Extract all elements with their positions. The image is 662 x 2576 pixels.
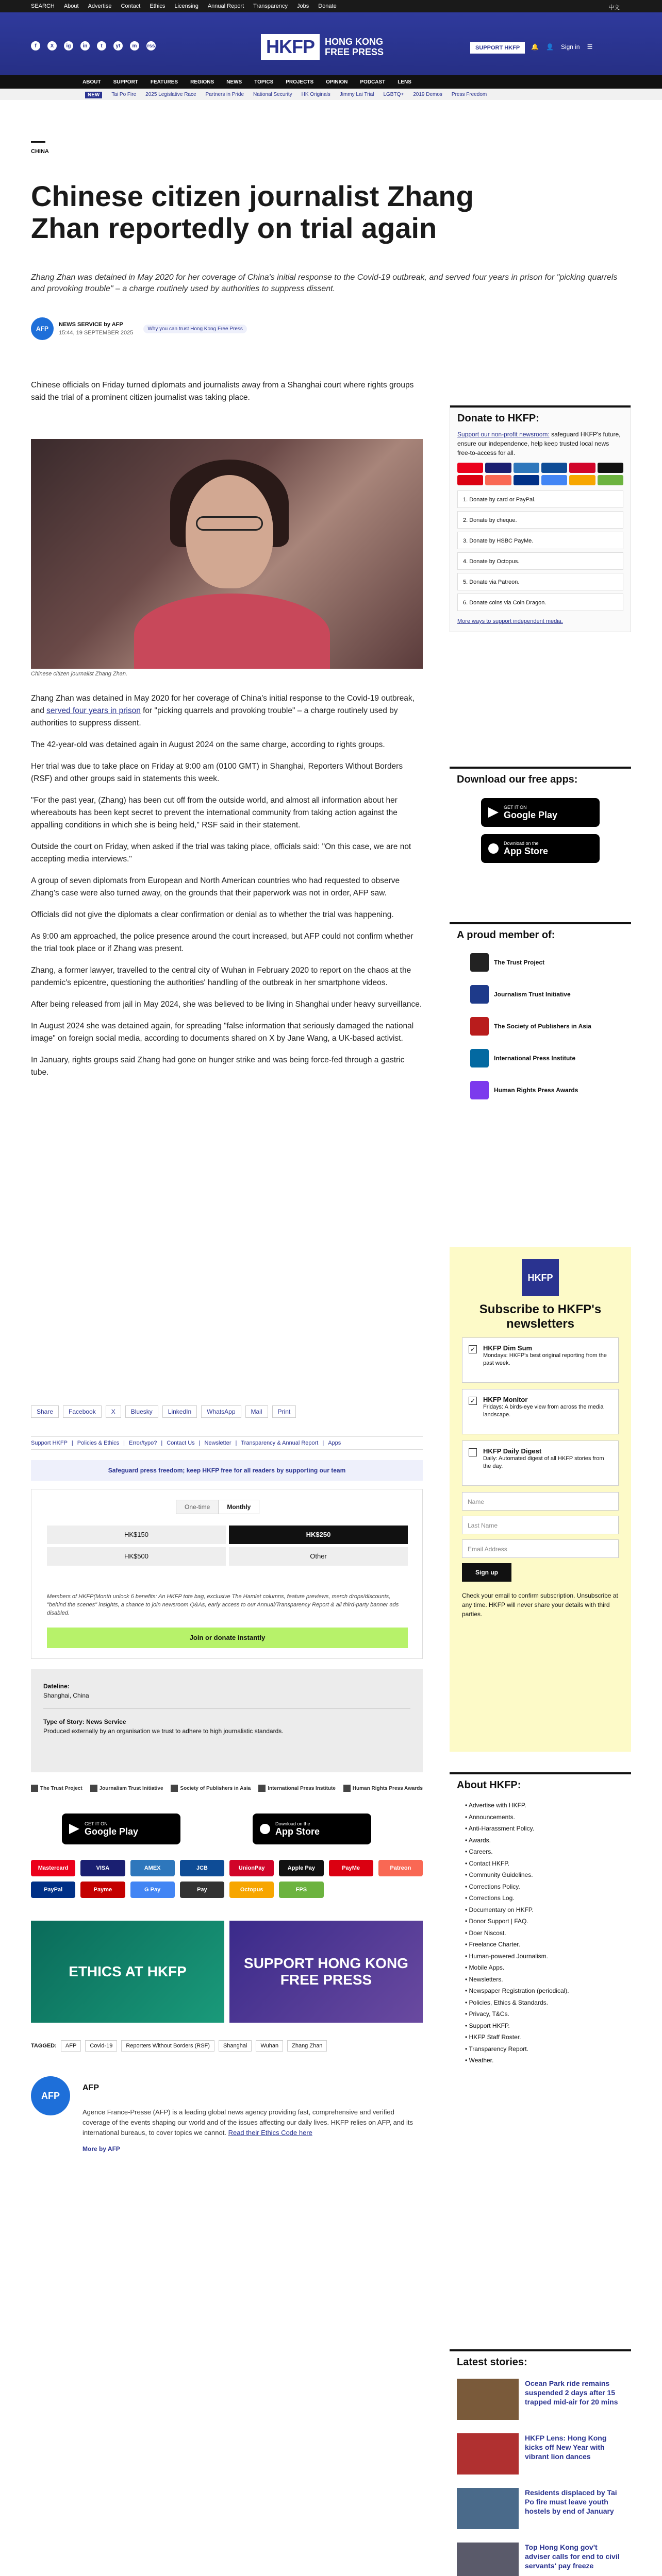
patreon-icon — [485, 475, 511, 485]
utility-link[interactable]: Ethics — [150, 3, 166, 9]
applepay-icon — [598, 463, 623, 473]
sidebar-donate: Donate to HKFP: Support our non-profit newsroom: safeguard HKFP's future, ensure our independence, help keep trusted local news free-to-access for all. 1. Donate by card or PayPal. 2. Donate by cheque. 3. Donate by HSBC PayMe. 4. Donate by Octopus. 5. Donate via Patreon. 6. Donate coins via Coin Dragon. More ways to support independent media. — [450, 405, 631, 632]
logo-icon — [258, 1785, 266, 1792]
utility-bar — [0, 0, 662, 12]
sidebar-newsletter — [450, 1247, 631, 1752]
member-name: International Press Institute — [494, 1055, 576, 1062]
about-link[interactable]: • Weather. — [465, 2055, 616, 2066]
article-standfirst: Zhang Zhan was detained in May 2020 for her coverage of China's initial response to the Covid-19 outbreak, and served four years in prison for "picking quarrels and provoking trouble" – a charge routinely used by authorities to suppress dissent. — [31, 273, 618, 293]
sign-in-link[interactable]: Sign in — [560, 43, 580, 50]
amount-option[interactable]: HK$500 — [47, 1547, 226, 1566]
share-bar — [31, 1405, 296, 1418]
newsletter-field[interactable]: Email Address — [462, 1539, 619, 1558]
member-name: The Society of Publishers in Asia — [494, 1023, 591, 1030]
nav-item[interactable]: SUPPORT — [113, 79, 138, 85]
support-banner[interactable]: SUPPORT HONG KONG FREE PRESS — [229, 1921, 423, 2023]
divider: | — [71, 1440, 73, 1446]
newsletter-desc: Fridays: A birds-eye view from across the media landscape. — [483, 1404, 604, 1418]
paragraph: In January, rights groups said Zhang had gone on hunger strike and was being force-fed through a gastric tube. — [31, 1056, 405, 1077]
member-name: Human Rights Press Awards — [494, 1087, 578, 1094]
author-avatar[interactable]: AFP — [31, 2076, 70, 2115]
about-link[interactable]: • Newspaper Registration (periodical). — [465, 1985, 616, 1997]
trending-link[interactable]: National Security — [253, 92, 292, 97]
policy-link[interactable]: Transparency & Annual Report — [241, 1440, 319, 1446]
member-icon — [470, 1049, 489, 1067]
payment-logo: Mastercard — [31, 1860, 75, 1876]
tag-chip[interactable]: Covid-19 — [85, 2040, 117, 2052]
monthly-option[interactable]: Monthly — [218, 1500, 259, 1514]
paragraph: Outside the court on Friday, when asked if the trial was taking place, officials said: "On this case, we are not accepting media interviews." — [31, 842, 411, 863]
about-link[interactable]: • Awards. — [465, 1835, 616, 1846]
story-thumbnail[interactable] — [457, 2543, 519, 2576]
trust-logo-label: The Trust Project — [40, 1785, 82, 1791]
new-badge: NEW — [85, 92, 102, 98]
payment-methods — [31, 1860, 423, 1898]
donate-method[interactable]: 5. Donate via Patreon. — [457, 573, 623, 590]
newsletter-desc: Daily: Automated digest of all HKFP stories from the day. — [483, 1455, 604, 1469]
fps-icon — [598, 475, 623, 485]
payment-logo: AMEX — [130, 1860, 175, 1876]
donate-method[interactable]: 4. Donate by Octopus. — [457, 552, 623, 570]
trending-link[interactable]: Press Freedom — [451, 92, 487, 97]
jcb-icon — [541, 463, 567, 473]
utility-link[interactable]: Transparency — [253, 3, 288, 9]
kicker-rule — [31, 141, 45, 143]
about-link[interactable]: • Policies, Ethics & Standards. — [465, 1997, 616, 2009]
more-by-author[interactable]: More by AFP — [82, 2145, 120, 2153]
checkbox[interactable]: ✓ — [469, 1345, 477, 1353]
share-button[interactable]: Facebook — [63, 1405, 102, 1418]
about-link[interactable]: • Advertise with HKFP. — [465, 1800, 616, 1811]
support-newsroom-link[interactable]: Support our non-profit newsroom: — [457, 431, 550, 438]
utility-link[interactable]: SEARCH — [31, 3, 55, 9]
payment-logo: FPS — [279, 1882, 323, 1898]
nav-item[interactable]: TOPICS — [254, 79, 274, 85]
logo-icon — [171, 1785, 178, 1792]
utility-link[interactable]: About — [63, 3, 79, 9]
trending-link[interactable]: HK Originals — [301, 92, 330, 97]
amount-option[interactable]: HK$150 — [47, 1526, 226, 1544]
about-link[interactable]: • Human-powered Journalism. — [465, 1951, 616, 1962]
newsletter-heading: Subscribe to HKFP's newsletters — [479, 1302, 602, 1331]
about-link[interactable]: • Donor Support | FAQ. — [465, 1916, 616, 1927]
social-icon[interactable]: f — [31, 41, 40, 50]
about-link[interactable]: • Anti-Harassment Policy. — [465, 1823, 616, 1835]
about-link[interactable]: • Corrections Log. — [465, 1892, 616, 1904]
newsletter-logo: HKFP — [522, 1259, 559, 1296]
about-link[interactable]: • Mobile Apps. — [465, 1962, 616, 1974]
gpay-icon — [541, 475, 567, 485]
paragraph: As 9:00 am approached, the police presence around the court increased, but AFP could not confirm whether the trial took place or if Zhang was present. — [31, 932, 413, 953]
amount-option[interactable]: HK$250 — [229, 1526, 408, 1544]
newsletter-option[interactable] — [462, 1389, 619, 1434]
utility-link[interactable]: Jobs — [297, 3, 309, 9]
payment-logo: JCB — [180, 1860, 224, 1876]
article-photo[interactable] — [31, 439, 423, 669]
social-icon[interactable]: t — [97, 41, 106, 50]
trust-logo-label: Journalism Trust Initiative — [99, 1785, 163, 1791]
user-icon[interactable]: 👤 — [545, 43, 554, 50]
story-title[interactable]: Ocean Park ride remains suspended 2 days after 15 trapped mid-air for 20 mins — [525, 2379, 618, 2406]
trending-link[interactable]: Jimmy Lai Trial — [339, 92, 374, 97]
payment-logo: Apple Pay — [279, 1860, 323, 1876]
share-button[interactable]: Print — [272, 1405, 296, 1418]
trust-logo-label: International Press Institute — [268, 1785, 336, 1791]
tag-chip[interactable]: Reporters Without Borders (RSF) — [121, 2040, 214, 2052]
nav-item[interactable]: OPINION — [326, 79, 348, 85]
payment-logo: VISA — [80, 1860, 125, 1876]
menu-icon[interactable]: ☰ — [587, 43, 593, 50]
newsletter-name: HKFP Dim Sum — [483, 1344, 533, 1352]
member-logo[interactable] — [450, 978, 631, 1010]
latest-story[interactable] — [450, 2537, 631, 2576]
payme-icon — [457, 475, 483, 485]
trust-logo[interactable] — [171, 1785, 251, 1792]
share-button[interactable]: Bluesky — [125, 1405, 158, 1418]
tag-chip[interactable]: Shanghai — [219, 2040, 252, 2052]
paragraph: Zhang, a former lawyer, travelled to the central city of Wuhan in February 2020 to report on the chaos at the pandemic's epicentre, questioning the authorities' handling of the outbreak in her smartphone videos. — [31, 966, 411, 987]
share-button[interactable]: Mail — [245, 1405, 268, 1418]
utility-link[interactable]: Donate — [318, 3, 337, 9]
utility-link[interactable]: Contact — [121, 3, 141, 9]
afp-avatar[interactable]: AFP — [31, 317, 54, 340]
paragraph: Zhang Zhan was detained in May 2020 for her coverage of China's initial response to the Covid-19 outbreak, and served four years in prison for "picking quarrels and provoking trouble" – a charge routinely used by authorities to suppress dissent. — [31, 694, 415, 727]
publish-date: 15:44, 19 SEPTEMBER 2025 — [59, 330, 134, 336]
member-icon — [470, 985, 489, 1004]
apps-heading: Download our free apps: — [450, 767, 631, 791]
divider: | — [198, 1440, 201, 1446]
policy-link[interactable]: Error/typo? — [128, 1440, 157, 1446]
about-link[interactable]: • Careers. — [465, 1846, 616, 1858]
social-links — [31, 41, 156, 50]
support-hkfp-button[interactable]: SUPPORT HKFP — [470, 42, 525, 54]
checkbox[interactable]: ✓ — [469, 1397, 477, 1405]
nav-item[interactable]: PROJECTS — [286, 79, 314, 85]
about-heading: About HKFP: — [450, 1772, 631, 1797]
divider: | — [123, 1440, 125, 1446]
logo-icon — [90, 1785, 97, 1792]
google-play-button[interactable]: GET IT ON Google Play — [62, 1814, 180, 1844]
bell-icon[interactable]: 🔔 — [531, 43, 539, 50]
member-heading: A proud member of: — [450, 922, 631, 946]
ethics-banner[interactable]: ETHICS AT HKFP — [31, 1921, 224, 2023]
membership-description: Members of HKFP(Month unlock 6 benefits: An HKFP tote bag, exclusive The Hamlet columns, feature previews, merch drops/discounts, "behind the scenes" insights, a chance to join newsroom Q&As, early access to our Annual/Transparency Report & all third-party banner ads disabled. — [47, 1594, 399, 1616]
divider: | — [235, 1440, 237, 1446]
payment-logo: Pay — [180, 1882, 224, 1898]
safeguard-banner[interactable]: Safeguard press freedom; keep HKFP free for all readers by supporting our team — [31, 1460, 423, 1481]
promo-banners — [31, 1921, 423, 2023]
trust-logo[interactable] — [258, 1785, 336, 1792]
tag-chip[interactable]: Wuhan — [256, 2040, 283, 2052]
newsletter-name: HKFP Monitor — [483, 1396, 528, 1403]
trust-logo[interactable] — [90, 1785, 163, 1792]
paypal-icon — [514, 475, 539, 485]
newsletter-field[interactable]: Last Name — [462, 1516, 619, 1534]
story-title[interactable]: HKFP Lens: Hong Kong kicks off New Year with vibrant lion dances — [525, 2434, 607, 2461]
author-desc: Agence France-Presse (AFP) is a leading global news agency providing fast, comprehensive and verified coverage of the events shaping our world and of the issues affecting our daily lives. HKFP relies on AFP, and its international bureaus, to cover topics we cannot. — [82, 2108, 413, 2137]
trending-link[interactable]: Tai Po Fire — [111, 92, 137, 97]
member-logo[interactable] — [450, 1010, 631, 1042]
latest-story[interactable] — [450, 2483, 631, 2537]
about-link[interactable]: • Documentary on HKFP. — [465, 1904, 616, 1916]
category-kicker[interactable]: CHINA — [31, 148, 49, 155]
byline-source[interactable]: NEWS SERVICE by AFP — [59, 321, 123, 328]
about-link[interactable]: • Freelance Charter. — [465, 1939, 616, 1951]
trending-link[interactable]: Partners in Pride — [205, 92, 244, 97]
nav-item[interactable]: NEWS — [226, 79, 242, 85]
donate-method[interactable]: 3. Donate by HSBC PayMe. — [457, 532, 623, 549]
payment-logo: UnionPay — [229, 1860, 274, 1876]
member-icon — [470, 1017, 489, 1036]
story-thumbnail[interactable] — [457, 2433, 519, 2475]
nav-item[interactable]: REGIONS — [190, 79, 214, 85]
payment-logo: G Pay — [130, 1882, 175, 1898]
newsletter-note: Check your email to confirm subscription. Unsubscribe at any time. HKFP will never share your details with third parties. — [462, 1592, 618, 1618]
policy-link[interactable]: Policies & Ethics — [77, 1440, 120, 1446]
sidebar-apps — [450, 767, 631, 863]
trust-logo-label: Human Rights Press Awards — [352, 1785, 423, 1791]
story-thumbnail[interactable] — [457, 2488, 519, 2529]
policy-link[interactable]: Contact Us — [167, 1440, 195, 1446]
main-nav — [0, 75, 662, 89]
trust-logo[interactable] — [31, 1785, 82, 1792]
divider: | — [322, 1440, 324, 1446]
trust-link[interactable]: Why you can trust Hong Kong Free Press — [143, 325, 247, 333]
frequency-toggle — [176, 1500, 259, 1514]
trust-logo-label: Society of Publishers in Asia — [180, 1785, 251, 1791]
story-title[interactable]: Top Hong Kong gov't adviser calls for end to civil servants' pay freeze — [525, 2543, 620, 2570]
unionpay-icon — [569, 463, 595, 473]
about-link[interactable]: • Transparency Report. — [465, 2043, 616, 2055]
sidebar-members — [450, 922, 631, 1106]
utility-link[interactable]: Advertise — [88, 3, 112, 9]
member-logo[interactable] — [450, 1042, 631, 1074]
donate-widget — [31, 1489, 423, 1659]
nav-item[interactable]: ABOUT — [82, 79, 101, 85]
join-button[interactable]: Join or donate instantly — [47, 1628, 408, 1648]
trust-logo[interactable] — [343, 1785, 423, 1792]
sidebar-latest — [450, 2349, 631, 2576]
social-icon[interactable]: ig — [64, 41, 73, 50]
about-link[interactable]: • Community Guidelines. — [465, 1869, 616, 1881]
mastercard-icon — [457, 463, 483, 473]
story-title[interactable]: Residents displaced by Tai Po fire must leave youth hostels by end of January — [525, 2488, 617, 2515]
newsletter-name: HKFP Daily Digest — [483, 1447, 542, 1455]
share-button[interactable]: WhatsApp — [201, 1405, 241, 1418]
site-logo[interactable] — [261, 34, 384, 60]
donate-method[interactable]: 6. Donate coins via Coin Dragon. — [457, 594, 623, 611]
policy-link[interactable]: Support HKFP — [31, 1440, 68, 1446]
sidebar-about — [450, 1772, 631, 2070]
logo-line-1: HONG KONG — [325, 37, 384, 47]
language-switch[interactable]: 中文 — [608, 5, 620, 11]
social-icon[interactable]: in — [80, 41, 90, 50]
article-body — [31, 379, 423, 413]
trust-logos — [31, 1785, 423, 1792]
tag-chip[interactable]: Zhang Zhan — [287, 2040, 327, 2052]
amount-options — [47, 1526, 408, 1566]
article-headline: Chinese citizen journalist Zhang Zhan reportedly on trial again — [31, 180, 474, 244]
tag-chip[interactable]: AFP — [61, 2040, 81, 2052]
logo-icon — [343, 1785, 351, 1792]
share-button[interactable]: Share — [31, 1405, 59, 1418]
member-logo[interactable] — [450, 1074, 631, 1106]
payment-logo: Patreon — [378, 1860, 423, 1876]
dateline-label: Dateline: — [43, 1683, 70, 1690]
about-link[interactable]: • Newsletters. — [465, 1974, 616, 1986]
newsletter-desc: Mondays: HKFP's best original reporting from the past week. — [483, 1352, 607, 1366]
signup-button[interactable]: Sign up — [462, 1563, 511, 1582]
payment-logo: PayMe — [329, 1860, 373, 1876]
story-type-desc: Produced externally by an organisation we trust to adhere to high journalistic standards. — [43, 1727, 284, 1735]
trending-bar — [0, 89, 662, 100]
payment-logo: Payme — [80, 1882, 125, 1898]
one-time-option[interactable]: One-time — [176, 1500, 218, 1514]
paragraph: In August 2024 she was detained again, for spreading "false information that seriously damaged the national image" on foreign social media, according to documents shared on X by Jane Wang, a UK-based activist. — [31, 1022, 414, 1043]
visa-icon — [485, 463, 511, 473]
paragraph: A group of seven diplomats from European and North American countries who had requested to observe Zhang's case were also turned away, on the grounds that their paperwork was not in order, AFP saw. — [31, 876, 400, 897]
latest-heading: Latest stories: — [450, 2349, 631, 2374]
nav-item[interactable]: FEATURES — [150, 79, 178, 85]
member-logo[interactable] — [450, 946, 631, 978]
trending-link[interactable]: 2025 Legislative Race — [145, 92, 196, 97]
newsletter-option[interactable] — [462, 1440, 619, 1486]
amex-icon — [514, 463, 539, 473]
card-logos — [450, 463, 631, 490]
photo-caption: Chinese citizen journalist Zhang Zhan. — [31, 671, 128, 677]
dateline-value: Shanghai, China — [43, 1692, 89, 1699]
policy-link[interactable]: Newsletter — [204, 1440, 231, 1446]
nav-item[interactable]: PODCAST — [360, 79, 386, 85]
newsletter-field[interactable]: Name — [462, 1492, 619, 1511]
trending-link[interactable]: LGBTQ+ — [383, 92, 404, 97]
payment-logo: Octopus — [229, 1882, 274, 1898]
more-ways-link[interactable]: More ways to support independent media. — [457, 618, 563, 624]
latest-story[interactable] — [450, 2428, 631, 2483]
about-link[interactable]: • Contact HKFP. — [465, 1858, 616, 1870]
amount-option[interactable]: Other — [229, 1547, 408, 1566]
donate-method[interactable]: 2. Donate by cheque. — [457, 511, 623, 529]
story-thumbnail[interactable] — [457, 2379, 519, 2420]
octopus-icon — [569, 475, 595, 485]
inline-link[interactable]: served four years in prison — [46, 706, 141, 715]
share-button[interactable]: X — [106, 1405, 121, 1418]
trending-link[interactable]: 2019 Demos — [413, 92, 442, 97]
paragraph: After being released from jail in May 2024, she was believed to be living in Shanghai under heavy surveillance. — [31, 1000, 422, 1009]
about-link[interactable]: • HKFP Staff Roster. — [465, 2031, 616, 2043]
about-link[interactable]: • Corrections Policy. — [465, 1881, 616, 1893]
donate-method[interactable]: 1. Donate by card or PayPal. — [457, 490, 623, 508]
paragraph: Officials did not give the diplomats a clear confirmation or denial as to whether the trial was happening. — [31, 910, 394, 919]
policy-links — [31, 1436, 423, 1450]
logo-mark: HKFP — [261, 34, 320, 60]
checkbox[interactable] — [469, 1448, 477, 1456]
lead-paragraph: Chinese officials on Friday turned diplomats and journalists away from a Shanghai court where rights groups said the trial of a prominent citizen journalist was taking place. — [31, 381, 414, 402]
about-link[interactable]: • Doer Niscost. — [465, 1927, 616, 1939]
sidebar-google-play[interactable]: GET IT ON Google Play — [481, 798, 600, 827]
author-name[interactable]: AFP — [82, 2083, 99, 2092]
article-paragraphs — [31, 692, 423, 1088]
logo-line-2: FREE PRESS — [325, 47, 384, 57]
logo-icon — [31, 1785, 38, 1792]
latest-story[interactable] — [450, 2374, 631, 2428]
social-icon[interactable]: rss — [146, 41, 156, 50]
social-icon[interactable]: m — [130, 41, 139, 50]
story-type: Type of Story: News Service — [43, 1718, 126, 1725]
member-name: The Trust Project — [494, 959, 545, 966]
about-link[interactable]: • Announcements. — [465, 1811, 616, 1823]
donate-heading: Donate to HKFP: — [450, 405, 631, 430]
policy-link[interactable]: Apps — [328, 1440, 341, 1446]
nav-item[interactable]: LENS — [398, 79, 411, 85]
social-icon[interactable]: yt — [113, 41, 123, 50]
dateline-box — [31, 1669, 423, 1772]
social-icon[interactable]: X — [47, 41, 57, 50]
newsletter-option[interactable] — [462, 1337, 619, 1383]
member-icon — [470, 1081, 489, 1099]
ethics-code-link[interactable]: Read their Ethics Code here — [228, 2129, 312, 2137]
about-link[interactable]: • Support HKFP. — [465, 2020, 616, 2032]
divider: | — [161, 1440, 163, 1446]
tag-list — [31, 2040, 327, 2052]
brand-header — [0, 12, 662, 75]
tagged-label: TAGGED: — [31, 2043, 57, 2049]
share-button[interactable]: LinkedIn — [162, 1405, 197, 1418]
utility-link[interactable]: Annual Report — [207, 3, 244, 9]
utility-link[interactable]: Licensing — [174, 3, 198, 9]
app-store-button[interactable]: Download on the App Store — [253, 1814, 371, 1844]
byline — [31, 317, 247, 340]
member-icon — [470, 953, 489, 972]
payment-logo: PayPal — [31, 1882, 75, 1898]
paragraph: Her trial was due to take place on Friday at 9:00 am (0100 GMT) in Shanghai, Reporters Without Borders (RSF) and other groups said in statements this week. — [31, 762, 403, 783]
paragraph: "For the past year, (Zhang) has been cut off from the outside world, and almost all information about her whereabouts has been kept secret to prevent the international community from taking action against the appalling conditions in which she is being held," RSF said in their statement. — [31, 796, 398, 829]
member-name: Journalism Trust Initiative — [494, 991, 571, 998]
paragraph: The 42-year-old was detained again in August 2024 on the same charge, according to rights groups. — [31, 740, 385, 749]
sidebar-app-store[interactable]: Download on the App Store — [481, 834, 600, 863]
about-link[interactable]: • Privacy, T&Cs. — [465, 2008, 616, 2020]
